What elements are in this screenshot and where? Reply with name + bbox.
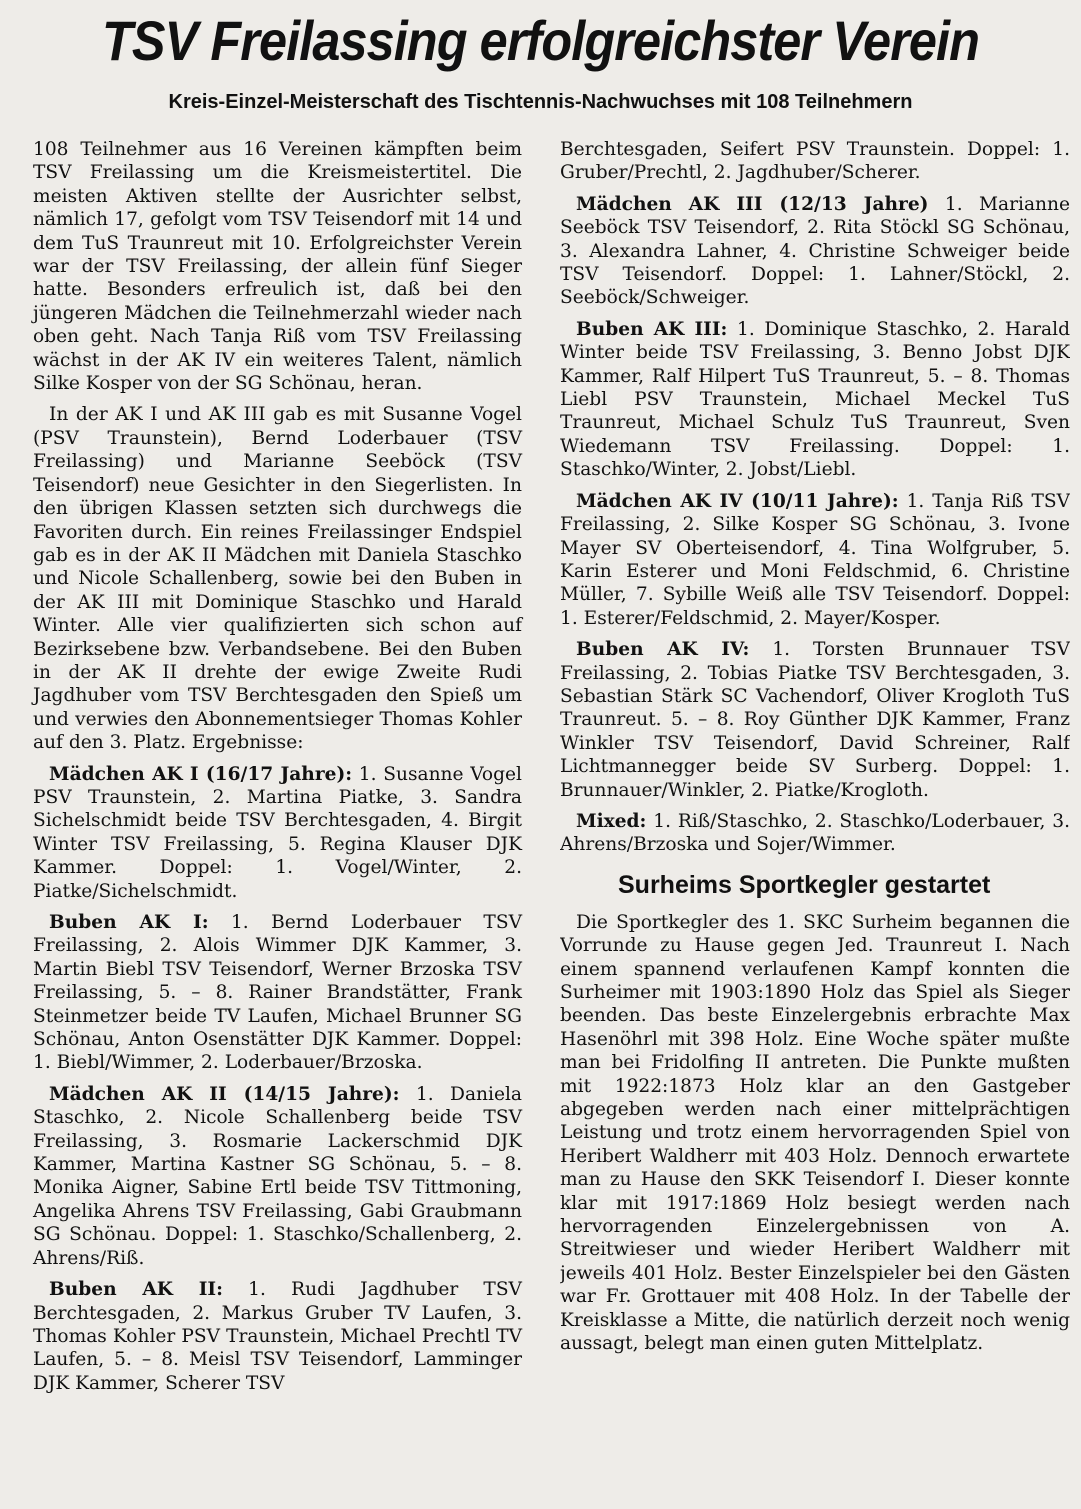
second-article-body: Die Sportkegler des 1. SKC Surheim begannen die Vorrunde zu Hause gegen Jed. Traunreut I. Nach einem spannend verlaufenen Kampf konnten die Surheimer mit 1903:1890 Holz das Spiel als Sieger beenden. Das beste Einzelergebnis erbrachte Max Hasenöhrl mit 398 Holz. Eine Woche später mußte man bei Fridolfing II antreten. Die Punkte mußten mit 1922:1873 Holz klar an den Gastgeber abgegeben werden nach einer mittelprächtigen Leistung und trotz einem hervorragenden Spiel von Heribert Waldherr mit 403 Holz. Dennoch erwartete man zu Hause den SKK Teisendorf I. Dieser konnte klar mit 1917:1869 Holz besiegt werden nach hervorragenden Einzelergebnissen von A. Streitwieser und wieder Heribert Waldherr mit jeweils 401 Holz. Bester Einzelspieler bei den Gästen war Fr. Grottauer mit 408 Holz. In der Tabelle der Kreisklasse a Mitte, die natürlich derzeit noch wenig aussagt, belegt man einen guten Mittelplatz. [560,911,1070,1355]
result-paragraph [33,763,522,903]
headline: TSV Freilassing erfolgreichster Verein [101,9,980,72]
second-article-headline: Surheims Sportkegler gestartet [618,870,991,899]
result-paragraph [560,810,1070,857]
result-label: Mädchen AK III (12/13 Jahre) [576,193,929,215]
intro-paragraph: 108 Teilnehmer aus 16 Vereinen kämpften beim TSV Freilassing um die Kreismeistertitel. Die meisten Aktiven stellte der Ausrichter selbst, nämlich 17, gefolgt vom TSV Teisendorf mit 14 und dem TuS Traunreut mit 10. Erfolgreichster Verein war der TSV Freilassing, der allein fünf Sieger hatte. Besonders erfreulich ist, daß bei den jüngeren Mädchen die Teilnehmerzahl wieder nach oben geht. Nach Tanja Riß vom TSV Freilassing wächst in der AK IV ein weiteres Talent, nämlich Silke Kosper von der SG Schönau, heran. [33,139,522,395]
result-paragraph [560,638,1070,802]
result-text: 1. Tanja Riß TSV Freilassing, 2. Silke Kosper SG Schönau, 3. Ivone Mayer SV Oberteisendorf, 4. Tina Wolfgruber, 5. Karin Esterer und Moni Feldschmid, 6. Christine Müller, 7. Sybille Weiß alle TSV Teisendorf. Doppel: 1. Esterer/Feldschmid, 2. Mayer/Kosper. [560,490,1070,629]
result-paragraph [33,1278,522,1395]
result-text: 1. Torsten Brunnauer TSV Freilassing, 2. Tobias Piatke TSV Berchtesgaden, 3. Sebastian Stärk SC Vachendorf, Oliver Krogloth TuS Traunreut. 5. – 8. Roy Günther DJK Kammer, Franz Winkler TSV Teisendorf, David Schreiner, Ralf Lichtmannegger beide SV Surberg. Doppel: 1. Brunnauer/Winkler, 2. Piatke/Krogloth. [560,639,1070,801]
result-text: 1. Riß/Staschko, 2. Staschko/Loderbauer, 3. Ahrens/Brzoska und Sojer/Wimmer. [560,810,1070,856]
body-paragraph: In der AK I und AK III gab es mit Susanne Vogel (PSV Traunstein), Bernd Loderbauer (TSV Freilassing) und Marianne Seeböck (TSV Teisendorf) neue Gesichter in den Siegerlisten. In den übrigen Klassen setzten sich durchwegs die Favoriten durch. Ein reines Freilassinger Endspiel gab es in der AK II Mädchen mit Daniela Staschko und Nicole Schallenberg, sowie bei den Buben in der AK III mit Dominique Staschko und Harald Winter. Alle vier qualifizierten sich schon auf Bezirksebene bzw. Verbandsebene. Bei den Buben in der AK II drehte der ewige Zweite Rudi Jagdhuber vom TSV Berchtesgaden den Spieß um und verwies den Abonnementsieger Thomas Kohler auf den 3. Platz. Ergebnisse: [33,404,522,754]
result-label: Buben AK II: [49,1279,223,1301]
result-label: Buben AK I: [49,912,209,933]
result-text: 1. Marianne Seeböck TSV Teisendorf, 2. Rita Stöckl SG Schönau, 3. Alexandra Lahner, 4. Christine Schweiger beide TSV Teisendorf. Doppel: 1. Lahner/Stöckl, 2. Seeböck/Schweiger. [560,193,1070,309]
result-text: 1. Dominique Staschko, 2. Harald Winter beide TSV Freilassing, 3. Benno Jobst DJK Kammer, Ralf Hilpert TuS Traunreut, 5. – 8. Thomas Liebl PSV Traunstein, Michael Meckel TuS Traunreut, Michael Schulz TuS Traunreut, Sven Wiedemann TSV Freilassing. Doppel: 1. Staschko/Winter, 2. Jobst/Liebl. [560,318,1070,481]
result-label: Buben AK IV: [576,639,750,661]
result-text: 1. Daniela Staschko, 2. Nicole Schallenberg beide TSV Freilassing, 3. Rosmarie Lackerschmid DJK Kammer, Martina Kastner SG Schönau, 5. – 8. Monika Aigner, Sabine Ertl beide TSV Tittmoning, Angelika Ahrens TSV Freilassing, Gabi Graubmann SG Schönau. Doppel: 1. Staschko/Schallenberg, 2. Ahrens/Riß. [33,1083,523,1269]
result-paragraph [560,193,1070,310]
result-paragraph [560,318,1070,482]
result-text: 1. Rudi Jagdhuber TSV Berchtesgaden, 2. Markus Gruber TV Laufen, 3. Thomas Kohler PSV Traunstein, Michael Prechtl TV Laufen, 5. – 8. Meisl TSV Teisendorf, Lamminger DJK Kammer, Scherer TSV [33,1279,522,1394]
result-text: 1. Susanne Vogel PSV Traunstein, 2. Martina Piatke, 3. Sandra Sichelschmidt beide TSV Berchtesgaden, 4. Birgit Winter TSV Freilassing, 5. Regina Klauser DJK Kammer. Doppel: 1. Vogel/Winter, 2. Piatke/Sichelschmidt. [33,763,522,902]
result-label: Mädchen AK IV (10/11 Jahre): [576,490,899,512]
result-text: 1. Bernd Loderbauer TSV Freilassing, 2. Alois Wimmer DJK Kammer, 3. Martin Biebl TSV Teisendorf, Werner Brzoska TSV Freilassing, 5. – 8. Rainer Brandstätter, Frank Steinmetzer beide TV Laufen, Michael Brunner SG Schönau, Anton Osenstätter DJK Kammer. Doppel: 1. Biebl/Wimmer, 2. Loderbauer/Brzoska. [33,912,522,1074]
result-paragraph [33,911,522,1075]
result-paragraph [560,490,1070,630]
subheadline: Kreis-Einzel-Meisterschaft des Tischtennis-Nachwuchses mit 108 Teilnehmern [168,91,913,113]
left-column [33,138,522,1403]
result-label: Mädchen AK II (14/15 Jahre): [49,1083,400,1105]
result-label: Mädchen AK I (16/17 Jahre): [49,763,353,785]
right-column [560,138,1070,1506]
result-paragraph [33,1083,522,1270]
continuation-paragraph: Berchtesgaden, Seifert PSV Traunstein. Doppel: 1. Gruber/Prechtl, 2. Jagdhuber/Scherer. [560,139,1070,184]
result-label: Mixed: [576,810,647,832]
result-label: Buben AK III: [576,318,728,340]
